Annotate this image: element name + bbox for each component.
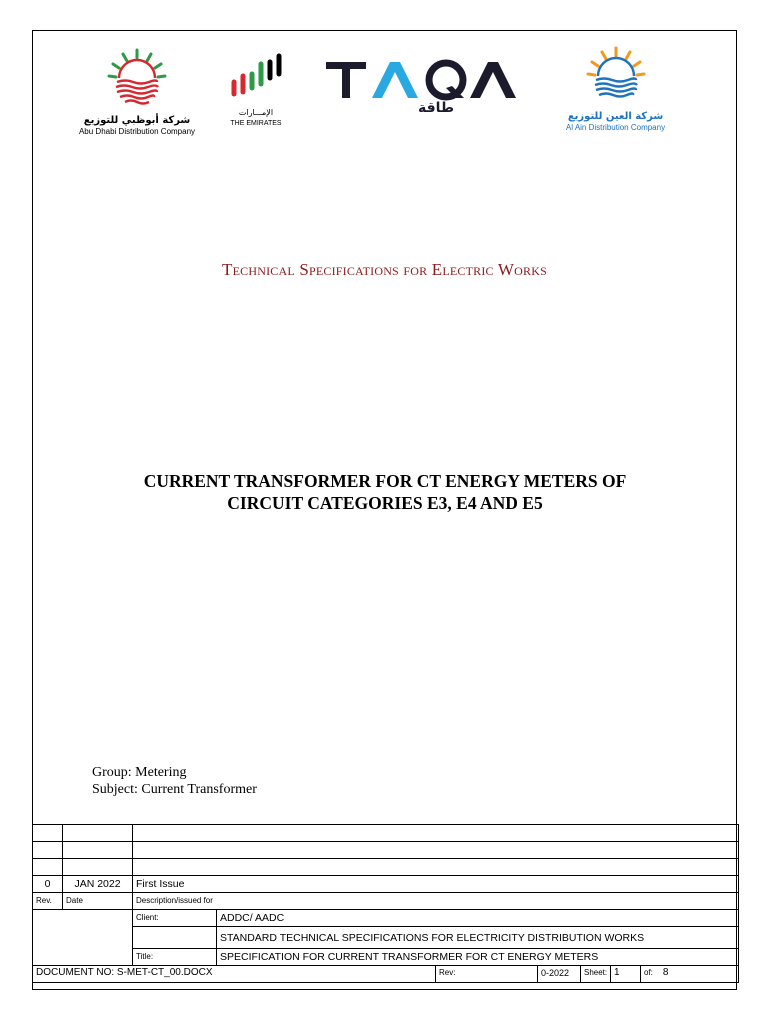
title-label: Title: bbox=[133, 949, 217, 966]
document-title-line2: CIRCUIT CATEGORIES E3, E4 AND E5 bbox=[227, 493, 543, 513]
spec-title: Technical Specifications for Electric Works bbox=[222, 260, 547, 279]
document-number: DOCUMENT NO: S-MET-CT_00.DOCX bbox=[33, 966, 436, 983]
table-header-row bbox=[33, 893, 739, 910]
sheet-label: Sheet: bbox=[581, 966, 611, 983]
standard-spacer bbox=[133, 927, 217, 949]
desc-cell bbox=[133, 825, 739, 842]
aadc-logo bbox=[548, 44, 683, 133]
date-cell bbox=[63, 859, 133, 876]
date-cell bbox=[63, 842, 133, 859]
taqa-logo bbox=[322, 52, 516, 120]
subject-label: Subject: Current Transformer bbox=[92, 782, 257, 797]
addc-logo bbox=[72, 46, 202, 137]
document-title bbox=[60, 470, 710, 514]
revision-table bbox=[32, 824, 739, 983]
date-header: Date bbox=[63, 893, 133, 910]
table-row bbox=[33, 842, 739, 859]
date-cell: JAN 2022 bbox=[63, 876, 133, 893]
of-value: 8 bbox=[662, 967, 669, 978]
standard-row bbox=[33, 927, 739, 949]
client-label: Client: bbox=[133, 910, 217, 927]
table-row bbox=[33, 859, 739, 876]
client-value: ADDC/ AADC bbox=[217, 910, 739, 927]
table-row bbox=[33, 876, 739, 893]
emirates-english-name: THE EMIRATES bbox=[230, 120, 282, 127]
group-label: Group: Metering bbox=[92, 765, 187, 780]
of-label: of: bbox=[644, 968, 653, 977]
addc-arabic-name: شركة أبوظبي للتوزيع bbox=[83, 115, 191, 126]
document-meta bbox=[92, 764, 257, 798]
sheet-value: 1 bbox=[611, 966, 641, 983]
document-number-row bbox=[33, 966, 739, 983]
client-row bbox=[33, 910, 739, 927]
addc-sun-icon bbox=[105, 46, 169, 108]
rev-cell bbox=[33, 842, 63, 859]
rev-cell bbox=[33, 859, 63, 876]
date-cell bbox=[63, 825, 133, 842]
emirates-logo bbox=[212, 52, 300, 129]
rev-header: Rev. bbox=[33, 893, 63, 910]
emirates-flag-icon bbox=[226, 52, 286, 100]
sheet-of-cell bbox=[641, 966, 739, 983]
desc-cell: First Issue bbox=[133, 876, 739, 893]
standard-title: STANDARD TECHNICAL SPECIFICATIONS FOR ELECTRICITY DISTRIBUTION WORKS bbox=[217, 927, 739, 949]
taqa-wordmark-icon bbox=[322, 56, 516, 104]
aadc-english-name: Al Ain Distribution Company bbox=[565, 123, 666, 132]
aadc-arabic-name: شركة العين للتوزيع bbox=[567, 111, 664, 122]
addc-english-name: Abu Dhabi Distribution Company bbox=[78, 127, 196, 136]
blank-block bbox=[33, 910, 133, 966]
taqa-arabic-name: طاقة bbox=[418, 100, 455, 116]
rev-cell: 0 bbox=[33, 876, 63, 893]
desc-header: Description/issued for bbox=[133, 893, 739, 910]
desc-cell bbox=[133, 859, 739, 876]
desc-cell bbox=[133, 842, 739, 859]
rev-value: 0-2022 bbox=[538, 966, 581, 983]
title-value: SPECIFICATION FOR CURRENT TRANSFORMER FOR CT ENERGY METERS bbox=[217, 949, 739, 966]
rev-label: Rev: bbox=[436, 966, 538, 983]
document-title-line1: CURRENT TRANSFORMER FOR CT ENERGY METERS OF bbox=[143, 471, 627, 491]
emirates-arabic-name: الإمـــارات bbox=[238, 108, 274, 117]
table-row bbox=[33, 825, 739, 842]
title-row bbox=[33, 949, 739, 966]
rev-cell bbox=[33, 825, 63, 842]
aadc-sun-icon bbox=[584, 44, 648, 104]
